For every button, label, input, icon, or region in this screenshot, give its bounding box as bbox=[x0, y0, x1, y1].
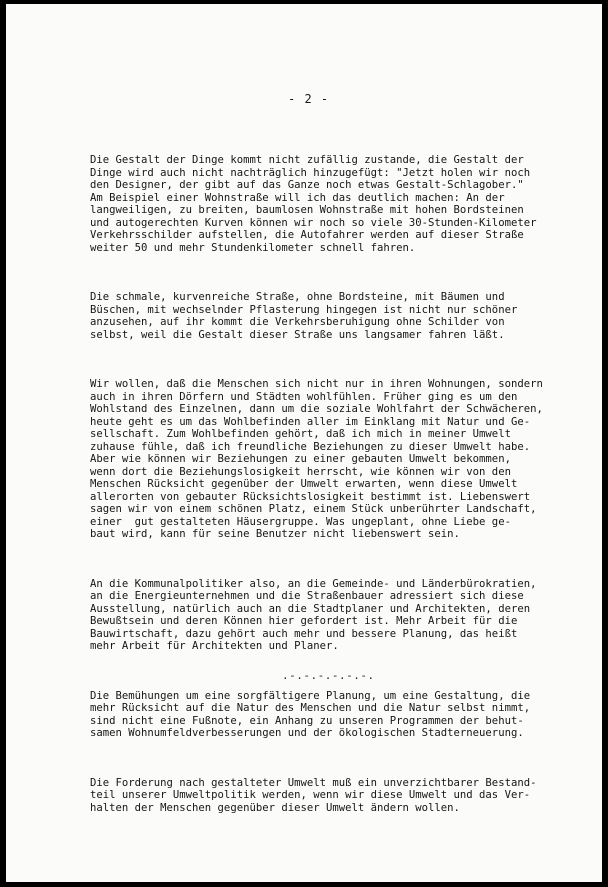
paragraph-wohlbefinden: Wir wollen, daß die Menschen sich nicht nur in ihren Wohnungen, sondern auch in ihren Dörfern und Städten wohlfühlen. Früher ging es um den Wohlstand des Einzelnen, dann um die soziale Wohlfahrt der Schwächeren, heute geht es um das Wohlbefinden aller im Einklang mit Natur und Ge- sellschaft. Zum Wohlbefinden gehört, daß ich mich in meiner Umwelt zuhause fühle, daß ich freundliche Beziehungen zu dieser Umwelt habe. Aber wie können wir Beziehungen zu einer gebauten Umwelt bekommen, wenn dort die Beziehungslosigkeit herrscht, wie können wir von den Menschen Rücksicht gegenüber der Umwelt erwarten, wenn diese Umwelt allerorten von gebauter Rücksichtslosigkeit bestimmt ist. Liebenswert sagen wir von einem schönen Platz, einem Stück unberührter Landschaft, einer gut gestalteten Häusergruppe. Was ungeplant, ohne Liebe ge- baut wird, kann für seine Benutzer nicht liebenswert sein. bbox=[90, 378, 543, 540]
end-mark: .-.-.-.-.-.-. bbox=[282, 669, 375, 682]
paragraph-gestalt-der-dinge: Die Gestalt der Dinge kommt nicht zufällig zustande, die Gestalt der Dinge wird auch nicht nachträglich hinzugefügt: "Jetzt holen wir noch den Designer, der gibt auf das Ganze noch etwas Gestalt-Schlagober." Am Beispiel einer Wohnstraße will ich das deutlich machen: An der langweiligen, zu breiten, baumlosen Wohnstraße mit hohen Bordsteinen und autogerechten Kurven können wir noch so viele 30-Stunden-Kilometer Verkehrsschilder aufstellen, die Autofahrer werden auf dieser Straße weiter 50 und mehr Stundenkilometer schnell fahren. bbox=[90, 154, 537, 254]
paragraph-planung: Die Bemühungen um eine sorgfältigere Planung, um eine Gestaltung, die mehr Rücksicht auf die Natur des Menschen und die Natur selbst nimmt, sind nicht eine Fußnote, ein Anhang zu unseren Programmen der behut- samen Wohnumfeldverbesserungen und der ökologischen Stadterneuerung. bbox=[90, 689, 531, 739]
body-text bbox=[90, 129, 580, 851]
document-page bbox=[6, 4, 602, 882]
paragraph-forderung: Die Forderung nach gestalteter Umwelt muß ein unverzichtbarer Bestand- teil unserer Umweltpolitik werden, wenn wir diese Umwelt und das Ver- halten der Menschen gegenüber dieser Umwelt ändern wollen. bbox=[90, 776, 537, 814]
paragraph-schmale-strasse: Die schmale, kurvenreiche Straße, ohne Bordsteine, mit Bäumen und Büschen, mit wechselnder Pflasterung hingegen ist nicht nur schöner anzusehen, auf ihr kommt die Verkehrsberuhigung ohne Schilder von selbst, weil die Gestalt dieser Straße uns langsamer fahren läßt. bbox=[90, 291, 518, 341]
paragraph-kommunalpolitiker: An die Kommunalpolitiker also, an die Gemeinde- und Länderbürokratien, an die Energieunternehmen und die Straßenbauer adressiert sich diese Ausstellung, natürlich auch an die Stadtplaner und Architekten, deren Bewußtsein und deren Können hier gefordert ist. Mehr Arbeit für die Bauwirtschaft, dazu gehört auch mehr und bessere Planung, das heißt mehr Arbeit für Architekten und Planer. bbox=[90, 577, 537, 652]
page-number: - 2 - bbox=[288, 92, 330, 106]
